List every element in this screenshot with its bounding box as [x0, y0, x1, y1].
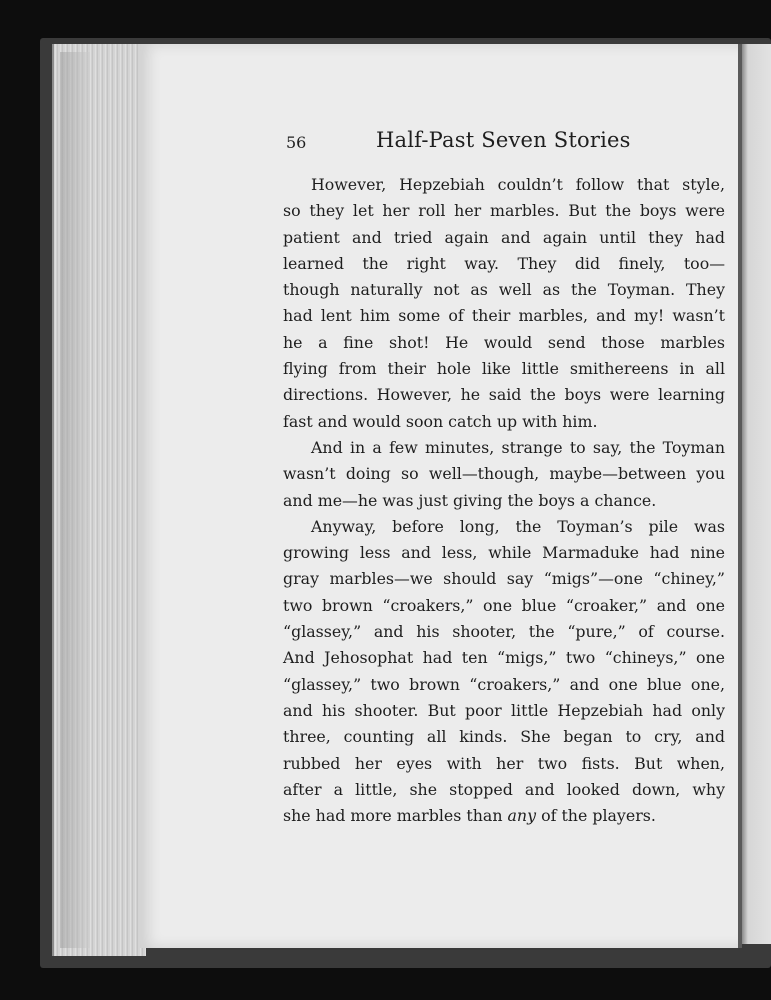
- text-line: three, counting all kinds. She began to cry, and: [283, 727, 725, 747]
- text-line-final: [283, 803, 725, 829]
- text-line: And Jehosophat had ten “migs,” two “chineys,” one: [283, 648, 725, 668]
- text-line: patient and tried again and again until they had: [283, 227, 725, 247]
- page-edges-shadow: [60, 52, 90, 948]
- text-line: flying from their hole like little smithereens in all: [283, 359, 725, 379]
- emphasized-word: any: [507, 806, 537, 826]
- text-line: and me—he was just giving the boys a chance.: [283, 490, 657, 510]
- text-line: “glassey,” and his shooter, the “pure,” of course.: [283, 622, 725, 642]
- text-line: learned the right way. They did finely, too—: [283, 253, 725, 273]
- text-line: growing less and less, while Marmaduke had nine: [283, 543, 725, 563]
- final-line-start: she had more marbles than: [283, 806, 508, 826]
- text-line: he a fine shot! He would send those marbles: [283, 332, 725, 352]
- text-line: gray marbles—we should say “migs”—one “chiney,”: [283, 569, 725, 589]
- text-line: after a little, she stopped and looked down, why: [283, 779, 725, 799]
- text-line: had lent him some of their marbles, and my! wasn’t: [283, 306, 725, 326]
- text-line: Anyway, before long, the Toyman’s pile was: [311, 516, 725, 536]
- text-line: fast and would soon catch up with him.: [283, 411, 598, 431]
- running-title: Half-Past Seven Stories: [376, 128, 631, 152]
- text-line: And in a few minutes, strange to say, the Toyman: [311, 437, 725, 457]
- final-line-end: of the players.: [536, 806, 656, 826]
- text-line: and his shooter. But poor little Hepzebiah had only: [283, 700, 725, 720]
- text-line: “glassey,” two brown “croakers,” and one blue one,: [283, 674, 725, 694]
- body-text: [283, 172, 725, 829]
- facing-page-edge: [742, 44, 771, 944]
- text-line: rubbed her eyes with her two fists. But when,: [283, 753, 725, 773]
- text-line: directions. However, he said the boys were learning: [283, 385, 725, 405]
- text-line: two brown “croakers,” one blue “croaker,” and one: [283, 595, 725, 615]
- text-line: so they let her roll her marbles. But the boys were: [283, 201, 725, 221]
- text-line: wasn’t doing so well—though, maybe—between you: [283, 464, 725, 484]
- page-number: 56: [286, 133, 307, 152]
- text-line: though naturally not as well as the Toyman. They: [283, 280, 725, 300]
- text-line: However, Hepzebiah couldn’t follow that style,: [311, 175, 725, 194]
